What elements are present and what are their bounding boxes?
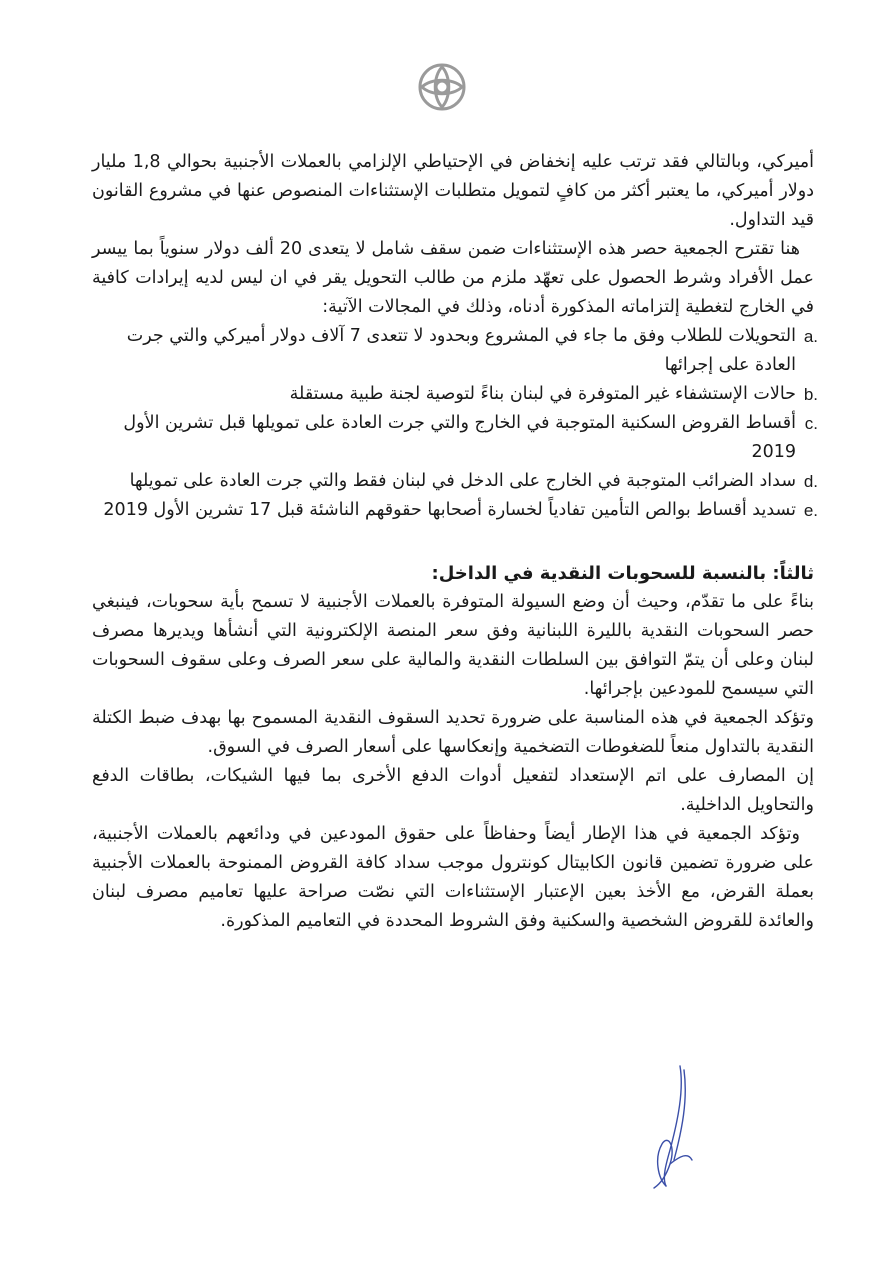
list-item-text: التحويلات للطلاب وفق ما جاء في المشروع وبحدود لا تتعدى 7 آلاف دولار أميركي والتي جرت العادة على إجرائها (126, 326, 796, 375)
paragraph-loans-repayment: وتؤكد الجمعية في هذا الإطار أيضاً وحفاظاً على حقوق المودعين في ودائعهم بالعملات الأجنبية، على ضرورة تضمين قانون الكابيتال كونترول موجب سداد كافة القروض الممنوحة بالعملات الأجنبية بعملة القرض، مع الأخذ بعين الإعتبار الإستثناءات التي نصّت صراحة عليها تعاميم مصرف لبنان والعائدة للقروض الشخصية والسكنية وفق الشروط المحددة في التعاميم المذكورة. (92, 824, 814, 931)
association-emblem-icon (413, 58, 471, 116)
list-item-letter: a. (803, 327, 818, 346)
paragraph-reserve: أميركي، وبالتالي فقد ترتب عليه إنخفاض في الإحتياطي الإلزامي بالعملات الأجنبية بحوالي 1,8 مليار دولار أميركي، ما يعتبر أكثر من كافٍ لتمويل متطلبات الإستثناءات المنصوص عنها في مشروع القانون قيد التداول. (92, 152, 814, 230)
list-item (92, 496, 818, 525)
list-item-text: حالات الإستشفاء غير المتوفرة في لبنان بناءً لتوصية لجنة طبية مستقلة (289, 384, 796, 404)
list-item-text: أقساط القروض السكنية المتوجبة في الخارج والتي جرت العادة على تمويلها قبل تشرين الأول 2019 (123, 413, 796, 462)
list-item-text: سداد الضرائب المتوجبة في الخارج على الدخل في لبنان فقط والتي جرت العادة على تمويلها (129, 471, 796, 491)
section-heading-third: ثالثاً: بالنسبة للسحوبات النقدية في الداخل: (431, 563, 814, 584)
paragraph-proposal: هنا تقترح الجمعية حصر هذه الإستثناءات ضمن سقف شامل لا يتعدى 20 ألف دولار سنوياً بما ييسر عمل الأفراد وشرط الحصول على تعهّد ملزم من طالب التحويل يقر في ان ليس لديه إيرادات كافية في الخارج لتغطية إلتزاماته المذكورة أدناه، وذلك في المجالات الآتية: (92, 239, 814, 317)
list-item (92, 467, 818, 496)
exceptions-list (92, 322, 818, 525)
handwritten-signature (640, 1060, 720, 1200)
list-item (92, 409, 818, 467)
list-item-letter: d. (803, 472, 818, 491)
letter-body (92, 148, 818, 936)
paragraph-payment-tools: إن المصارف على اتم الإستعداد لتفعيل أدوات الدفع الأخرى بما فيها الشيكات، بطاقات الدفع والتحاويل الداخلية. (92, 766, 814, 815)
list-item (92, 380, 818, 409)
paragraph-cash-withdrawals: بناءً على ما تقدّم، وحيث أن وضع السيولة المتوفرة بالعملات الأجنبية لا تسمح بأية سحوبات، فينبغي حصر السحوبات النقدية بالليرة اللبنانية وفق سعر المنصة الإلكترونية التي أنشأها ويديرها مصرف لبنان وعلى أن يتمّ التوافق بين السلطات النقدية والمالية على سعر الصرف وعلى سقوف السحوبات التي سيسمح للمودعين بإجرائها. (92, 592, 814, 699)
list-item-letter: e. (803, 501, 818, 520)
paragraph-cash-ceilings: وتؤكد الجمعية في هذه المناسبة على ضرورة تحديد السقوف النقدية المسموح بها بهدف ضبط الكتلة النقدية بالتداول منعاً للضغوطات التضخمية وإنعكاسها على أسعار الصرف في السوق. (92, 708, 814, 757)
list-item-letter: b. (803, 385, 818, 404)
list-item (92, 322, 818, 380)
list-item-text: تسديد أقساط بوالص التأمين تفادياً لخسارة أصحابها حقوقهم الناشئة قبل 17 تشرين الأول 2019 (103, 500, 796, 520)
list-item-letter: c. (804, 414, 818, 433)
